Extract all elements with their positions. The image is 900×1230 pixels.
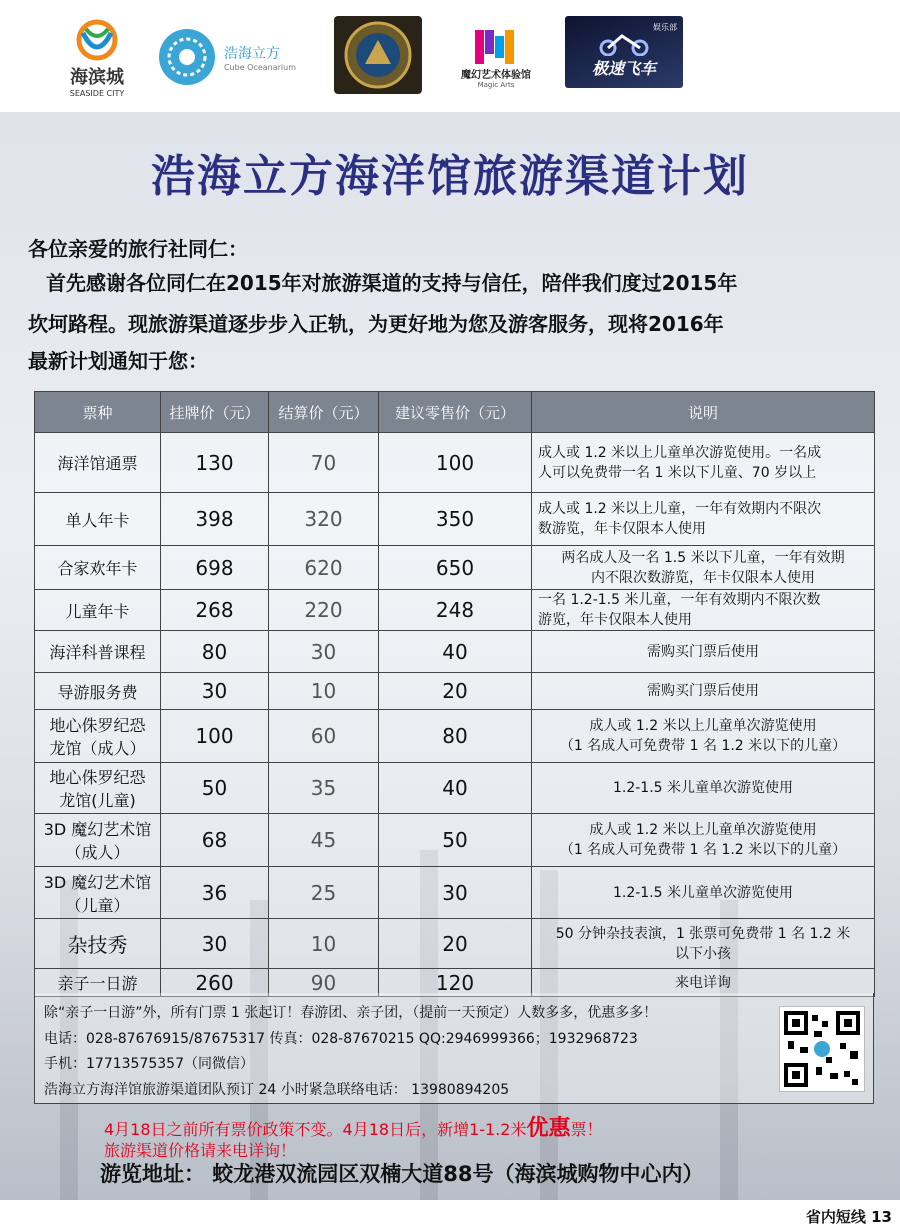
settlement-price-cell: 60 [269, 710, 379, 763]
cube-oceanarium-logo [150, 16, 300, 98]
list-price-cell: 30 [161, 673, 269, 710]
column-header: 建议零售价（元） [379, 392, 532, 433]
table-row [35, 433, 875, 493]
price-table [34, 391, 875, 997]
description-line: 人可以免费带一名 1 米以下儿童、70 岁以上 [538, 464, 817, 481]
magic-arts-m-icon [473, 26, 519, 66]
description-line: 1.2-1.5 米儿童单次游览使用 [612, 884, 794, 901]
ticket-name-line: 儿童年卡 [65, 601, 130, 621]
ticket-name-cell [35, 673, 161, 710]
retail-price-cell: 30 [379, 867, 532, 919]
settlement-price-cell: 620 [269, 546, 379, 590]
page-number: 13 [871, 1208, 892, 1226]
cube-oceanarium-emblem-icon [154, 24, 220, 90]
retail-price-cell: 20 [379, 673, 532, 710]
speed-racer-logo [565, 16, 683, 88]
list-price-cell: 398 [161, 493, 269, 546]
retail-price-cell: 40 [379, 631, 532, 673]
ticket-name-line: 地心侏罗纪恐 [49, 716, 146, 735]
description-line: 需购买门票后使用 [647, 683, 759, 699]
greeting: 各位亲爱的旅行社同仁： [28, 237, 248, 261]
list-price-cell: 130 [161, 433, 269, 493]
list-price-cell: 268 [161, 590, 269, 631]
list-price-cell: 698 [161, 546, 269, 590]
magic-arts-sub: Magic Arts [477, 80, 515, 89]
column-header: 票种 [35, 392, 161, 433]
retail-price-cell: 20 [379, 919, 532, 969]
retail-price-cell: 80 [379, 710, 532, 763]
description-cell [532, 631, 875, 673]
retail-price-cell: 40 [379, 763, 532, 814]
retail-price-cell: 50 [379, 814, 532, 867]
dinosaur-crest-icon [341, 20, 415, 90]
seaside-city-name: 海滨城 [70, 66, 124, 88]
table-row [35, 814, 875, 867]
description-cell [532, 590, 875, 631]
table-row [35, 590, 875, 631]
description-cell [532, 710, 875, 763]
ticket-name-line: 导游服务费 [57, 682, 138, 702]
red-notice-suffix: 票！ [570, 1120, 603, 1139]
magic-arts-logo [446, 16, 546, 98]
retail-price-cell: 248 [379, 590, 532, 631]
ticket-name-cell [35, 763, 161, 814]
ticket-name-line: 3D 魔幻艺术馆 [43, 820, 152, 839]
settlement-price-cell: 45 [269, 814, 379, 867]
description-cell [532, 673, 875, 710]
table-row [35, 631, 875, 673]
ticket-name-cell [35, 433, 161, 493]
table-row [35, 919, 875, 969]
ticket-name-cell [35, 546, 161, 590]
section-label: 省内短线 [805, 1208, 866, 1226]
column-header: 说明 [532, 392, 875, 433]
settlement-price-cell: 30 [269, 631, 379, 673]
settlement-price-cell: 25 [269, 867, 379, 919]
page-title: 浩海立方海洋馆旅游渠道计划 [151, 151, 749, 202]
red-notice-line-2: 旅游渠道价格请来电详询！ [104, 1141, 297, 1160]
column-header: 挂牌价（元） [161, 392, 269, 433]
ticket-name-cell [35, 631, 161, 673]
ticket-name-line: （成人） [65, 843, 130, 862]
list-price-cell: 36 [161, 867, 269, 919]
settlement-price-cell: 10 [269, 673, 379, 710]
settlement-price-cell: 35 [269, 763, 379, 814]
description-line: 成人或 1.2 米以上儿童单次游览使用 [589, 718, 817, 734]
ticket-name-line: 海洋科普课程 [49, 643, 146, 662]
ticket-name-line: 龙馆（成人） [49, 739, 146, 758]
intro-line-2: 坎坷路程。现旅游渠道逐步步入正轨，为更好地为您及游客服务，现将2016年 [28, 312, 724, 336]
retail-price-cell: 100 [379, 433, 532, 493]
description-line: 成人或 1.2 米以上儿童，一年有效期内不限次 [538, 501, 822, 517]
settlement-price-cell: 320 [269, 493, 379, 546]
ticket-name-cell [35, 919, 161, 969]
description-line: 数游览，年卡仅限本人使用 [538, 521, 706, 537]
description-line: 一名 1.2-1.5 米儿童，一年有效期内不限次数 [538, 592, 821, 608]
phone-fax-qq: 电话：028-87676915/87675317 传真：028-87670215 QQ:2946999366；1932968723 [44, 1031, 638, 1047]
description-line: 1.2-1.5 米儿童单次游览使用 [612, 780, 794, 796]
list-price-cell: 30 [161, 919, 269, 969]
retail-price-cell: 650 [379, 546, 532, 590]
ticket-name-line: 地心侏罗纪恐 [49, 768, 146, 787]
table-row [35, 710, 875, 763]
column-header: 结算价（元） [269, 392, 379, 433]
ticket-name-line: （儿童） [65, 895, 130, 915]
description-line: 游览，年卡仅限本人使用 [538, 612, 692, 628]
settlement-price-cell: 90 [269, 969, 379, 997]
list-price-cell: 100 [161, 710, 269, 763]
seaside-city-emblem-icon [72, 17, 122, 63]
description-line: 以下小孩 [675, 945, 731, 962]
description-cell [532, 546, 875, 590]
table-header-row [35, 392, 875, 433]
cube-oceanarium-sub: Cube Oceanarium [223, 62, 297, 72]
seaside-city-logo [52, 16, 142, 98]
table-row [35, 546, 875, 590]
description-cell [532, 919, 875, 969]
intro-line-1: 首先感谢各位同仁在2015年对旅游渠道的支持与信任，陪伴我们度过2015年 [46, 271, 738, 295]
description-line: 成人或 1.2 米以上儿童单次游览使用 [589, 822, 817, 838]
qr-code [779, 1006, 865, 1092]
table-row [35, 763, 875, 814]
ticket-name-line: 3D 魔幻艺术馆 [43, 872, 152, 892]
page-footer [0, 1200, 900, 1230]
magic-arts-name: 魔幻艺术体验馆 [461, 69, 531, 81]
speed-racer-sub: 娱乐部 [653, 23, 677, 32]
description-line: 需购买门票后使用 [647, 643, 759, 660]
intro-line-3: 最新计划通知于您： [28, 349, 208, 373]
description-cell [532, 867, 875, 919]
description-cell [532, 493, 875, 546]
discount-emphasis: 优惠 [526, 1116, 571, 1141]
ticket-name-line: 杂技秀 [67, 933, 128, 957]
settlement-price-cell: 220 [269, 590, 379, 631]
ticket-name-cell [35, 867, 161, 919]
description-cell [532, 814, 875, 867]
footer-label [806, 1206, 892, 1227]
booking-note: 除“亲子一日游”外，所有门票 1 张起订！春游团、亲子团，（提前一天预定）人数多多，优惠多多！ [44, 1005, 658, 1021]
ticket-name-line: 合家欢年卡 [57, 559, 138, 578]
description-line: 内不限次数游览，年卡仅限本人使用 [591, 569, 815, 586]
description-line: 成人或 1.2 米以上儿童单次游览使用。一名成 [538, 444, 822, 461]
speed-racer-name: 极速飞车 [591, 58, 656, 78]
ticket-name-line: 单人年卡 [65, 510, 130, 530]
retail-price-cell: 120 [379, 969, 532, 997]
ticket-name-cell [35, 590, 161, 631]
ticket-name-cell [35, 710, 161, 763]
description-line: （1 名成人可免费带 1 名 1.2 米以下的儿童） [559, 842, 847, 858]
description-line: （1 名成人可免费带 1 名 1.2 米以下的儿童） [559, 738, 847, 754]
settlement-price-cell: 70 [269, 433, 379, 493]
retail-price-cell: 350 [379, 493, 532, 546]
list-price-cell: 50 [161, 763, 269, 814]
ticket-name-line: 龙馆(儿童) [59, 791, 136, 810]
seaside-city-sub: SEASIDE CITY [69, 88, 125, 98]
red-notice-text: 4月18日之前所有票价政策不变。4月18日后，新增1-1.2米 [104, 1120, 527, 1139]
ticket-name-cell [35, 814, 161, 867]
table-row [35, 673, 875, 710]
description-cell [532, 433, 875, 493]
ticket-name-line: 海洋馆通票 [57, 454, 138, 473]
table-row [35, 867, 875, 919]
logo-header [0, 0, 900, 112]
settlement-price-cell: 10 [269, 919, 379, 969]
description-cell [532, 763, 875, 814]
motorbike-icon [594, 26, 654, 56]
ticket-name-line: 亲子一日游 [57, 974, 138, 993]
qr-code-icon [780, 1007, 864, 1091]
list-price-cell: 68 [161, 814, 269, 867]
cube-oceanarium-name: 浩海立方 [223, 45, 280, 62]
emergency-hotline: 浩海立方海洋馆旅游渠道团队预订 24 小时紧急联络电话： 13980894205 [44, 1082, 510, 1098]
ticket-name-cell [35, 493, 161, 546]
list-price-cell: 260 [161, 969, 269, 997]
description-line: 两名成人及一名 1.5 米以下儿童，一年有效期 [561, 549, 845, 566]
description-line: 50 分钟杂技表演，1 张票可免费带 1 名 1.2 米 [555, 925, 851, 942]
crest-logo [334, 16, 422, 94]
list-price-cell: 80 [161, 631, 269, 673]
description-line: 来电详询 [675, 974, 731, 991]
mobile-number: 手机：17713575357（同微信） [44, 1056, 254, 1072]
visit-address: 游览地址： 蛟龙港双流园区双楠大道88号（海滨城购物中心内） [100, 1162, 704, 1186]
table-row [35, 493, 875, 546]
